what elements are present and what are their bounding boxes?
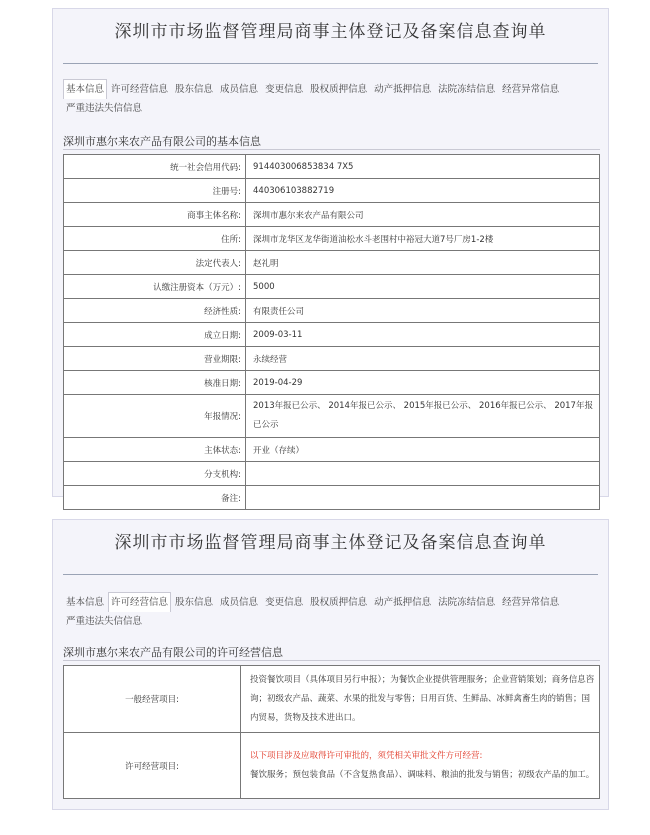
- tab-item[interactable]: 经营异常信息: [502, 597, 560, 608]
- tab-item[interactable]: 法院冻结信息: [438, 84, 496, 95]
- field-label: 法定代表人:: [64, 251, 246, 275]
- page-title: 深圳市市场监督管理局商事主体登记及备案信息查询单: [114, 22, 547, 42]
- title-divider: [63, 574, 598, 575]
- table-row: [64, 251, 600, 275]
- table-row: [64, 203, 600, 227]
- title-divider: [63, 63, 598, 64]
- tab-item[interactable]: 基本信息: [66, 597, 105, 608]
- table-row: [64, 155, 600, 179]
- field-value: [246, 486, 600, 510]
- table-row: [64, 347, 600, 371]
- field-label: 年报情况:: [64, 395, 246, 438]
- table-row: [64, 371, 600, 395]
- licensed-business-cell: [241, 733, 600, 799]
- tab-item[interactable]: 变更信息: [265, 597, 304, 608]
- field-value: 永续经营: [246, 347, 600, 371]
- field-value: 914403006853834 7X5: [246, 155, 600, 179]
- field-label: 备注:: [64, 486, 246, 510]
- field-value: 赵礼明: [246, 251, 600, 275]
- field-value: 深圳市惠尔来农产品有限公司: [246, 203, 600, 227]
- field-value: [246, 462, 600, 486]
- license-info-table: [63, 665, 600, 799]
- tab-item[interactable]: 许可经营信息: [108, 592, 171, 612]
- table-row: [64, 395, 600, 438]
- field-label: 统一社会信用代码:: [64, 155, 246, 179]
- tab-item[interactable]: 法院冻结信息: [438, 597, 496, 608]
- table-row: [64, 438, 600, 462]
- field-label: 经济性质:: [64, 299, 246, 323]
- field-label: 认缴注册资本（万元）:: [64, 275, 246, 299]
- field-label: 核准日期:: [64, 371, 246, 395]
- field-label: 注册号:: [64, 179, 246, 203]
- license-info-panel: [52, 519, 609, 810]
- general-business-value: 投资餐饮项目（具体项目另行申报）；为餐饮企业提供管理服务；企业营销策划；商务信息咨询；初级农产品、蔬菜、水果的批发与零售；日用百货、生鲜品、冰鲜禽畜生肉的销售；国内贸易，货物及技术进出口。: [241, 666, 600, 733]
- tab-item[interactable]: 动产抵押信息: [374, 84, 432, 95]
- field-value: 440306103882719: [246, 179, 600, 203]
- tab-item[interactable]: 变更信息: [265, 84, 304, 95]
- field-value: 深圳市龙华区龙华街道油松水斗老围村中裕冠大道7号厂房1-2楼: [246, 227, 600, 251]
- table-row: [64, 733, 600, 799]
- tab-item[interactable]: 严重违法失信信息: [66, 616, 143, 627]
- field-label: 营业期限:: [64, 347, 246, 371]
- tab-item[interactable]: 基本信息: [63, 79, 107, 99]
- license-requirement-note: 以下项目涉及应取得许可审批的，须凭相关审批文件方可经营:: [250, 750, 483, 761]
- field-label: 成立日期:: [64, 323, 246, 347]
- table-row: [64, 323, 600, 347]
- field-label: 住所:: [64, 227, 246, 251]
- licensed-business-label: 许可经营项目:: [64, 733, 241, 799]
- table-row: [64, 179, 600, 203]
- page-title: 深圳市市场监督管理局商事主体登记及备案信息查询单: [114, 533, 547, 553]
- field-label: 主体状态:: [64, 438, 246, 462]
- tab-item[interactable]: 成员信息: [220, 597, 259, 608]
- table-row: [64, 227, 600, 251]
- field-value: 2019-04-29: [246, 371, 600, 395]
- tab-item[interactable]: 股东信息: [175, 597, 214, 608]
- section-title: 深圳市惠尔来农产品有限公司的许可经营信息: [63, 646, 283, 659]
- table-row: [64, 486, 600, 510]
- section-title: 深圳市惠尔来农产品有限公司的基本信息: [63, 135, 261, 148]
- tab-item[interactable]: 动产抵押信息: [374, 597, 432, 608]
- table-row: [64, 299, 600, 323]
- tab-item[interactable]: 经营异常信息: [502, 84, 560, 95]
- field-label: 商事主体名称:: [64, 203, 246, 227]
- field-value: 2009-03-11: [246, 323, 600, 347]
- field-value: 5000: [246, 275, 600, 299]
- field-value: 开业（存续）: [246, 438, 600, 462]
- basic-info-table: [63, 154, 600, 510]
- licensed-business-value: 餐饮服务；预包装食品（不含复热食品）、调味料、粮油的批发与销售；初级农产品的加工。: [250, 769, 595, 780]
- tab-item[interactable]: 股权质押信息: [310, 84, 368, 95]
- table-row: [64, 666, 600, 733]
- table-row: [64, 275, 600, 299]
- tab-item[interactable]: 严重违法失信信息: [66, 103, 143, 114]
- tab-bar: [63, 592, 600, 631]
- field-label: 分支机构:: [64, 462, 246, 486]
- tab-bar: [63, 79, 600, 118]
- section-divider: [63, 149, 600, 150]
- general-business-label: 一般经营项目:: [64, 666, 241, 733]
- field-value: 有限责任公司: [246, 299, 600, 323]
- tab-item[interactable]: 股东信息: [175, 84, 214, 95]
- tab-item[interactable]: 许可经营信息: [111, 84, 169, 95]
- table-row: [64, 462, 600, 486]
- basic-info-panel: [52, 8, 609, 504]
- tab-item[interactable]: 股权质押信息: [310, 597, 368, 608]
- tab-item[interactable]: 成员信息: [220, 84, 259, 95]
- section-divider: [63, 660, 600, 661]
- field-value: 2013年报已公示、 2014年报已公示、 2015年报已公示、 2016年报已公示、 2017年报已公示: [246, 395, 600, 438]
